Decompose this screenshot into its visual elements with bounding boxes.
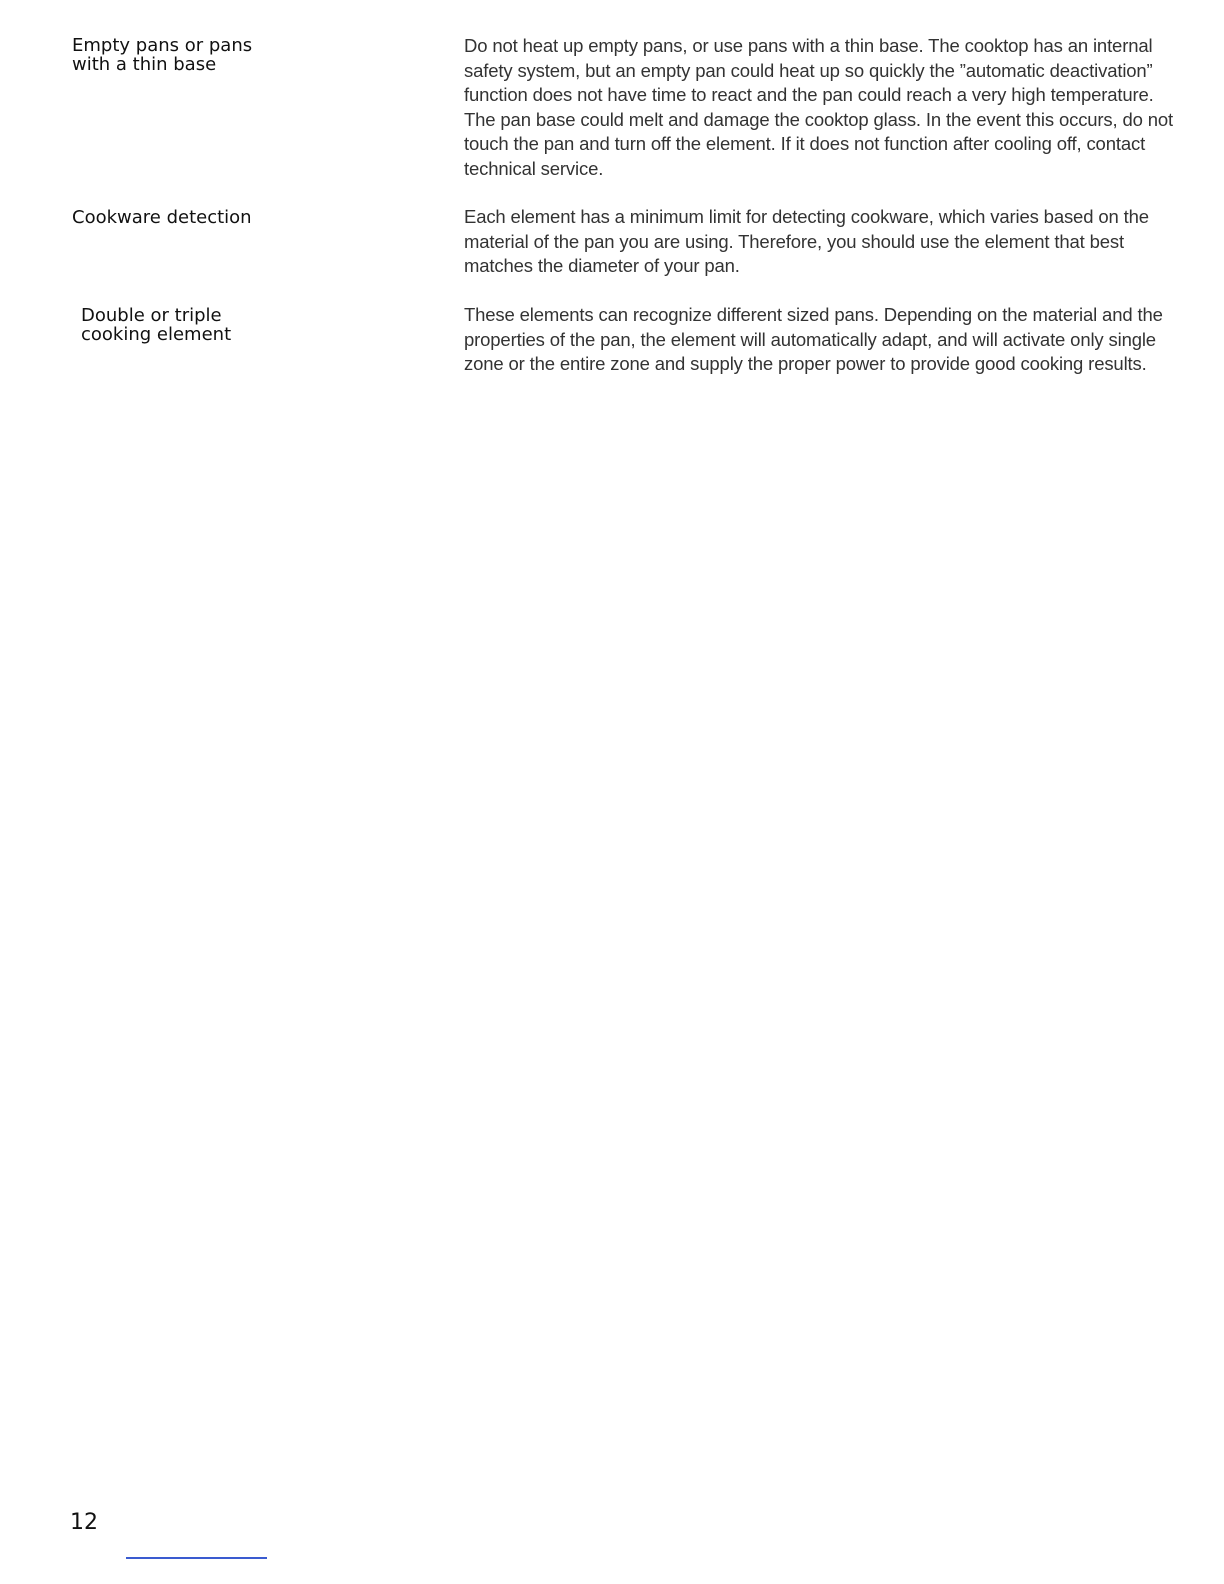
page-number: 12: [70, 1510, 98, 1535]
section-heading: Double or triple cooking element: [81, 305, 232, 345]
section-body: Each element has a minimum limit for detecting cookware, which varies based on the material of the pan you are using. Therefore, you should use the element that best matches the diameter of your pan.: [464, 206, 1149, 277]
section-body: Do not heat up empty pans, or use pans with a thin base. The cooktop has an internal safety system, but an empty pan could heat up so quickly the ”automatic deactivation” function does not have time to react and the pan could reach a very high temperature. The pan base could melt and damage the cooktop glass. In the event this occurs, do not touch the pan and turn off the element. If it does not function after cooling off, contact technical service.: [464, 35, 1174, 179]
section-heading: Empty pans or pans with a thin base: [72, 35, 253, 75]
section-body: These elements can recognize different sized pans. Depending on the material and the properties of the pan, the element will automatically adapt, and will activate only single zone or the entire zone and supply the proper power to provide good cooking results.: [464, 304, 1163, 375]
footer-rule: [126, 1557, 267, 1559]
section-heading: Cookware detection: [72, 207, 252, 228]
